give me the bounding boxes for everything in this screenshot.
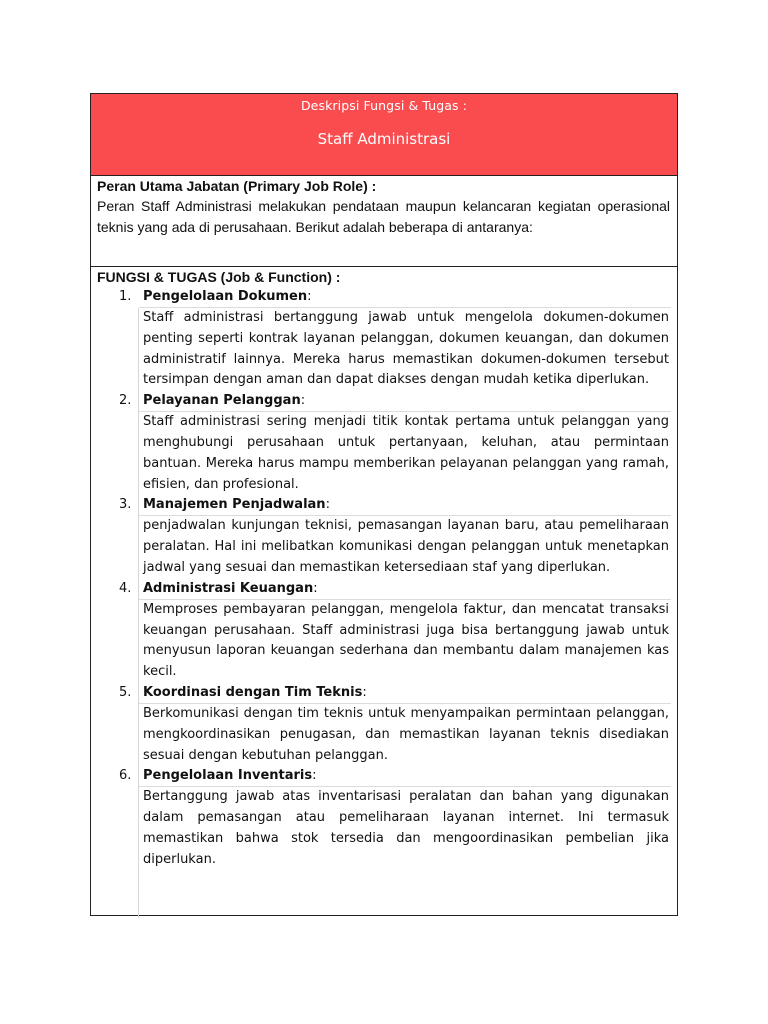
item-description: Bertanggung jawab atas inventarisasi peralatan dan bahan yang digunakan dalam pemasangan atau pemeliharaan layanan internet. Ini termasuk memastikan bahwa stok tersedia dan mengoordinasikan pembelian jika diperlukan.: [143, 789, 669, 867]
functions-section: [91, 267, 677, 871]
function-item: 1. Pengelolaan Dokumen: Staff administrasi bertanggung jawab untuk mengelola dokumen-dokumen penting seperti kontrak layanan pelanggan, dokumen keuangan, dan dokumen administratif lainnya. Mereka harus memastikan dokumen-dokumen tersebut tersimpan dengan aman dan dapat diakses dengan mudah ketika diperlukan.: [91, 287, 677, 391]
function-item: 6. Pengelolaan Inventaris: Bertanggung jawab atas inventarisasi peralatan dan bahan yang digunakan dalam pemasangan atau pemeliharaan layanan internet. Ini termasuk memastikan bahwa stok tersedia dan mengoordinasikan pembelian jika diperlukan.: [91, 766, 677, 870]
item-number: 1.: [119, 289, 132, 304]
header-title: Staff Administrasi: [317, 130, 451, 148]
primary-role-text: Peran Staff Administrasi melakukan pendataan maupun kelancaran kegiatan operasional teknis yang ada di perusahaan. Berikut adalah beberapa di antaranya:: [97, 198, 670, 235]
item-number: 4.: [119, 580, 132, 596]
item-number: 3.: [119, 497, 132, 513]
item-title: Pelayanan Pelanggan: [143, 393, 301, 409]
item-description: penjadwalan kunjungan teknisi, pemasangan layanan baru, atau pemeliharaan peralatan. Hal ini melibatkan komunikasi dengan pelanggan untuk menetapkan jadwal yang sesuai dan memastikan ketersediaan staf yang diperlukan.: [143, 518, 669, 575]
item-title: Manajemen Penjadwalan: [143, 497, 326, 513]
item-number: 2.: [119, 393, 132, 409]
functions-heading: FUNGSI & TUGAS (Job & Function) :: [97, 269, 341, 285]
item-number: 6.: [119, 768, 132, 784]
item-title: Pengelolaan Inventaris: [143, 768, 313, 784]
function-item: 4. Administrasi Keuangan: Memproses pembayaran pelanggan, mengelola faktur, dan mencatat transaksi keuangan perusahaan. Staff administrasi juga bisa bertanggung jawab untuk menyusun laporan keuangan sederhana dan membantu dalam manajemen kas kecil.: [91, 579, 677, 683]
function-item: 3. Manajemen Penjadwalan: penjadwalan kunjungan teknisi, pemasangan layanan baru, atau pemeliharaan peralatan. Hal ini melibatkan komunikasi dengan pelanggan untuk menetapkan jadwal yang sesuai dan memastikan ketersediaan staf yang diperlukan.: [91, 495, 677, 578]
item-description: Staff administrasi bertanggung jawab untuk mengelola dokumen-dokumen penting seperti kontrak layanan pelanggan, dokumen keuangan, dan dokumen administratif lainnya. Mereka harus memastikan dokumen-dokumen tersebut tersimpan dengan aman dan dapat diakses dengan mudah ketika diperlukan.: [143, 310, 669, 388]
item-description: Staff administrasi sering menjadi titik kontak pertama untuk pelanggan yang menghubungi perusahaan untuk pertanyaan, keluhan, atau permintaan bantuan. Mereka harus mampu memberikan pelayanan pelanggan yang ramah, efisien, dan profesional.: [143, 414, 669, 492]
job-description-document: [90, 93, 678, 916]
item-description: Berkomunikasi dengan tim teknis untuk menyampaikan permintaan pelanggan, mengkoordinasikan penugasan, dan memastikan layanan teknis disediakan sesuai dengan kebutuhan pelanggan.: [143, 705, 669, 763]
item-description: Memproses pembayaran pelanggan, mengelola faktur, dan mencatat transaksi keuangan perusahaan. Staff administrasi juga bisa bertanggung jawab untuk menyusun laporan keuangan sederhana dan membantu dalam manajemen kas kecil.: [143, 601, 669, 680]
function-item: 5. Koordinasi dengan Tim Teknis: Berkomunikasi dengan tim teknis untuk menyampaikan permintaan pelanggan, mengkoordinasikan penugasan, dan memastikan layanan teknis disediakan sesuai dengan kebutuhan pelanggan.: [91, 683, 677, 766]
function-item: 2. Pelayanan Pelanggan: Staff administrasi sering menjadi titik kontak pertama untuk pelanggan yang menghubungi perusahaan untuk pertanyaan, keluhan, atau permintaan bantuan. Mereka harus mampu memberikan pelayanan pelanggan yang ramah, efisien, dan profesional.: [91, 391, 677, 495]
item-title: Administrasi Keuangan: [143, 580, 314, 596]
item-title: Koordinasi dengan Tim Teknis: [143, 684, 363, 700]
item-number: 5.: [119, 684, 132, 700]
item-title: Pengelolaan Dokumen: [143, 289, 308, 304]
header-subtitle: Deskripsi Fungsi & Tugas :: [300, 98, 468, 113]
header-banner: [91, 94, 677, 176]
primary-role-section: [91, 176, 677, 267]
primary-role-heading: Peran Utama Jabatan (Primary Job Role) :: [97, 178, 377, 194]
